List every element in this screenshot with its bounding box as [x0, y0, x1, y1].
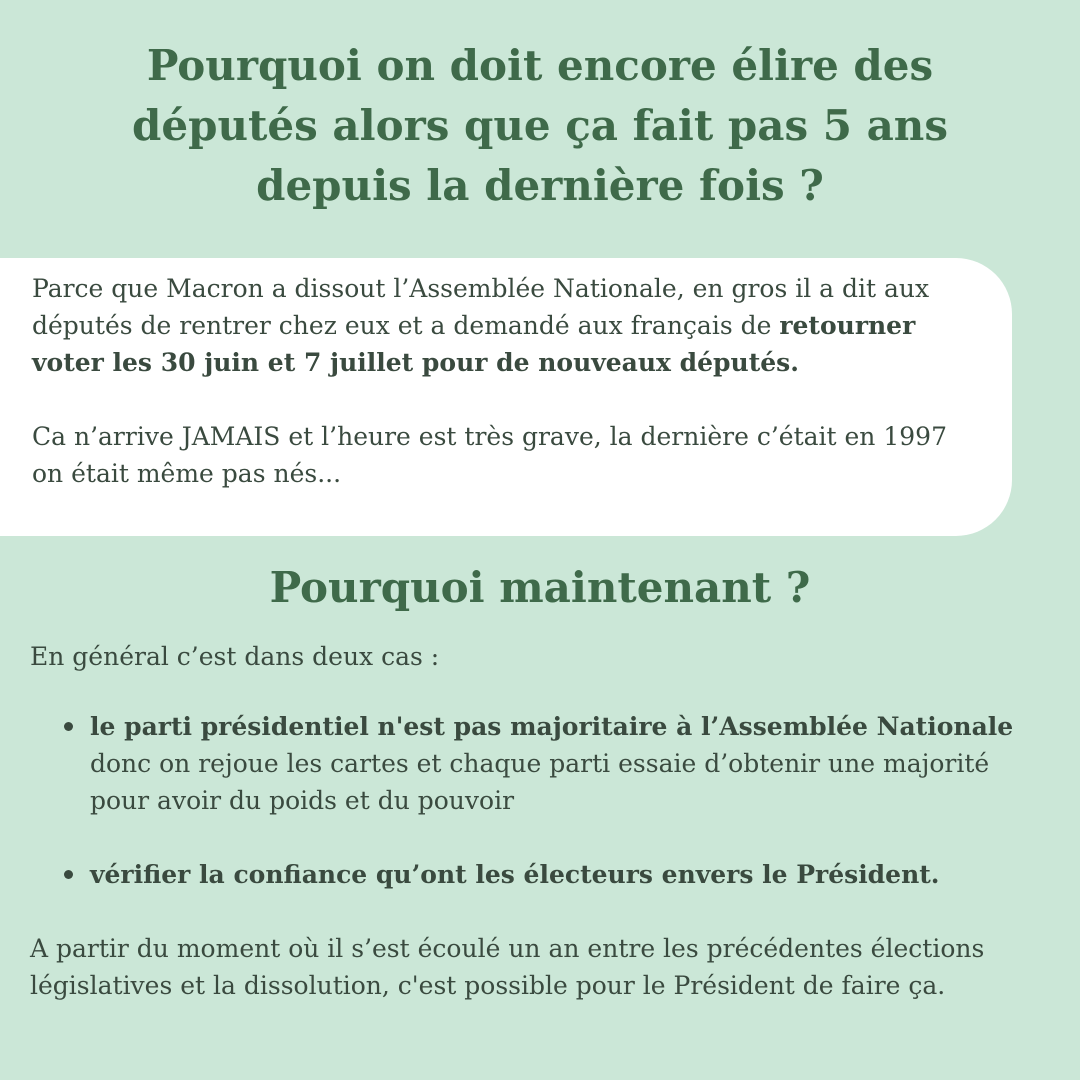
card-paragraph-1-emphasis: retourner voter les 30 juin et 7 juillet pour de nouveaux députés. [32, 311, 916, 377]
bullet-icon [64, 722, 73, 731]
card-paragraph-1 [32, 270, 968, 381]
section-title: Pourquoi maintenant ? [269, 563, 811, 612]
card-paragraph-1-text: Parce que Macron a dissout l’Assemblée Nationale, en gros il a dit aux députés de rentrer chez eux et a demandé aux français de [32, 274, 930, 340]
list-item [90, 856, 1050, 893]
page-title: Pourquoi on doit encore élire des députés alors que ça fait pas 5 ans depuis la dernière fois ? [132, 41, 948, 210]
list-item-emphasis: le parti présidentiel n'est pas majoritaire à l’Assemblée Nationale [90, 712, 1014, 741]
conclusion-text: A partir du moment où il s’est écoulé un an entre les précédentes élections législatives et la dissolution, c'est possible pour le Président de faire ça. [30, 934, 985, 1000]
reasons-list [90, 708, 1050, 893]
list-item-emphasis: vérifier la confiance qu’ont les électeurs envers le Président. [90, 860, 940, 889]
explanation-card [0, 258, 1012, 536]
bullet-icon [64, 870, 73, 879]
list-item-text: donc on rejoue les cartes et chaque parti essaie d’obtenir une majorité pour avoir du poids et du pouvoir [90, 749, 990, 815]
list-item [90, 708, 1050, 819]
intro-text: En général c’est dans deux cas : [30, 642, 440, 671]
card-paragraph-2: Ca n’arrive JAMAIS et l’heure est très grave, la dernière c’était en 1997 on était même pas nés... [32, 422, 947, 488]
